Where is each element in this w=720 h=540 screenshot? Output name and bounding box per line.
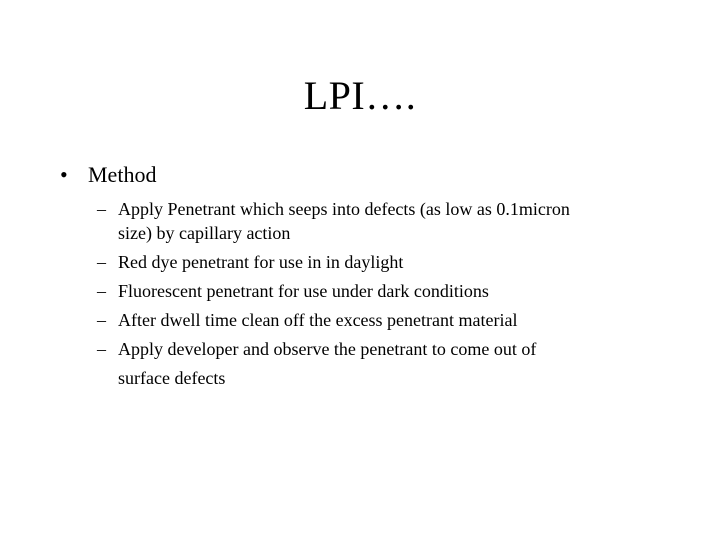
sub-bullet-text: Apply Penetrant which seeps into defects (as low as 0.1micron size) by capillary action bbox=[118, 199, 570, 243]
dash-marker: – bbox=[97, 281, 106, 301]
sub-bullet-list bbox=[60, 195, 660, 393]
dash-marker: – bbox=[97, 252, 106, 272]
sub-bullet-text: After dwell time clean off the excess penetrant material bbox=[118, 310, 518, 330]
sub-bullet-item bbox=[60, 277, 660, 306]
dash-marker: – bbox=[97, 199, 106, 219]
sub-bullet-item bbox=[60, 248, 660, 277]
slide-title: LPI…. bbox=[303, 73, 417, 118]
dash-marker: – bbox=[97, 310, 106, 330]
sub-bullet-item bbox=[60, 195, 660, 248]
sub-bullet-text: Red dye penetrant for use in in daylight bbox=[118, 252, 404, 272]
sub-bullet-item bbox=[60, 306, 660, 335]
sub-bullet-item bbox=[60, 335, 660, 393]
bullet-marker: • bbox=[60, 162, 68, 187]
slide-body bbox=[60, 160, 660, 393]
bullet-method bbox=[60, 160, 660, 190]
dash-marker: – bbox=[97, 339, 106, 359]
bullet-text: Method bbox=[88, 162, 157, 187]
sub-bullet-text: Fluorescent penetrant for use under dark conditions bbox=[118, 281, 489, 301]
sub-bullet-text: Apply developer and observe the penetrant to come out of surface defects bbox=[118, 339, 537, 388]
